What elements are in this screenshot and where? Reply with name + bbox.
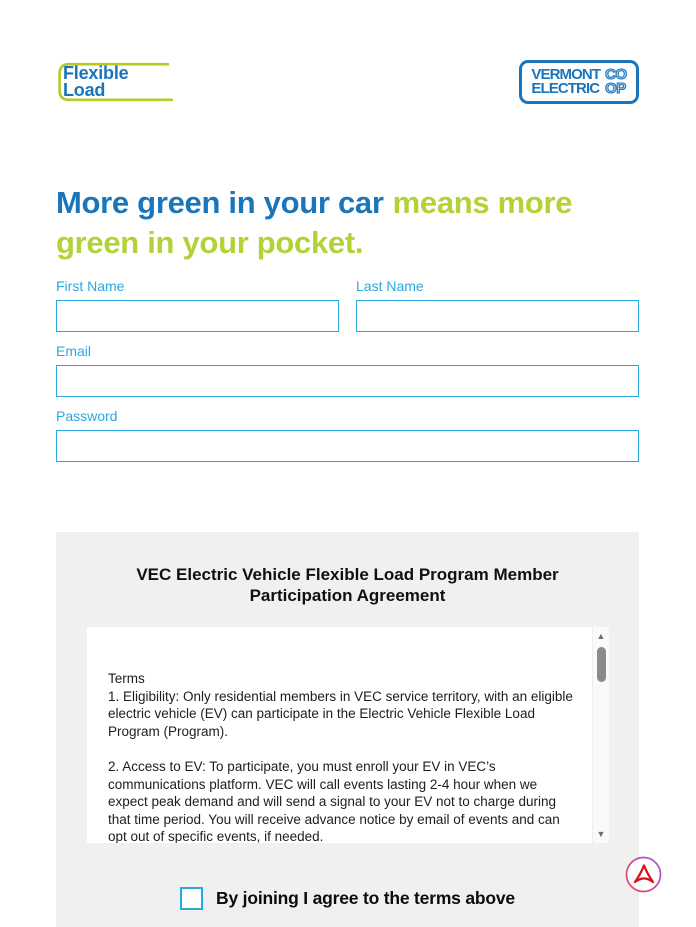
- email-group: [56, 344, 639, 397]
- email-input[interactable]: [56, 365, 639, 397]
- password-label: Password: [56, 408, 118, 424]
- last-name-label: Last Name: [356, 278, 424, 294]
- agree-checkbox[interactable]: [180, 887, 203, 910]
- flexible-load-text: [63, 65, 128, 99]
- page-title-blue: More green in your car: [56, 184, 384, 220]
- signup-form: [56, 279, 639, 474]
- terms-heading: Terms: [108, 671, 145, 686]
- pdf-button[interactable]: [625, 856, 662, 893]
- vec-logo-co: CO: [605, 66, 627, 83]
- first-name-group: [56, 279, 339, 332]
- agree-checkbox-label: By joining I agree to the terms above: [216, 888, 515, 908]
- first-name-label: First Name: [56, 278, 125, 294]
- page-title-green-1: means more: [392, 184, 573, 220]
- page-title-green-2: green in your pocket.: [56, 224, 364, 260]
- scrollbar-thumb[interactable]: [597, 647, 606, 682]
- email-label: Email: [56, 343, 92, 359]
- first-name-input[interactable]: [56, 300, 339, 332]
- flexible-load-line2: Load: [63, 80, 106, 100]
- agree-row: [56, 887, 639, 910]
- terms-scroll-area[interactable]: [87, 627, 609, 843]
- terms-paragraph-2: 2. Access to EV: To participate, you must enroll your EV in VEC’s communications platform. VEC will call events lasting 2-4 hour when we expect peak demand and will send a signal to your EV not to charge during that time period. You will receive advance notice by email of events and can opt out of specific events, if needed.: [108, 759, 560, 843]
- terms-scrollbar[interactable]: [592, 627, 609, 843]
- password-group: [56, 409, 639, 462]
- vec-logo-word2: ELECTRIC: [531, 80, 600, 97]
- flexible-load-line1: Flexible: [63, 63, 129, 83]
- agreement-title: [56, 532, 639, 606]
- vec-logo-op: OP: [605, 80, 626, 97]
- vec-logo-coop: [605, 68, 627, 96]
- scrollbar-down-icon[interactable]: ▼: [596, 829, 606, 839]
- last-name-input[interactable]: [356, 300, 639, 332]
- last-name-group: [356, 279, 639, 332]
- vec-logo-word1: VERMONT: [531, 66, 601, 83]
- vermont-electric-coop-logo: [519, 60, 639, 104]
- agreement-title-line2: Participation Agreement: [249, 586, 446, 605]
- agreement-title-line1: VEC Electric Vehicle Flexible Load Program Member: [136, 565, 559, 584]
- vec-logo-words: [531, 68, 600, 96]
- terms-paragraph-1: 1. Eligibility: Only residential members in VEC service territory, with an eligible electric vehicle (EV) can participate in the Electric Vehicle Flexible Load Program (Program).: [108, 688, 573, 739]
- password-input[interactable]: [56, 430, 639, 462]
- terms-content: [87, 627, 592, 843]
- flexible-load-logo: [57, 62, 173, 102]
- adobe-pdf-icon: [625, 856, 662, 893]
- agreement-panel: [56, 532, 639, 927]
- scrollbar-up-icon[interactable]: ▲: [596, 631, 606, 641]
- page-title: [56, 183, 656, 263]
